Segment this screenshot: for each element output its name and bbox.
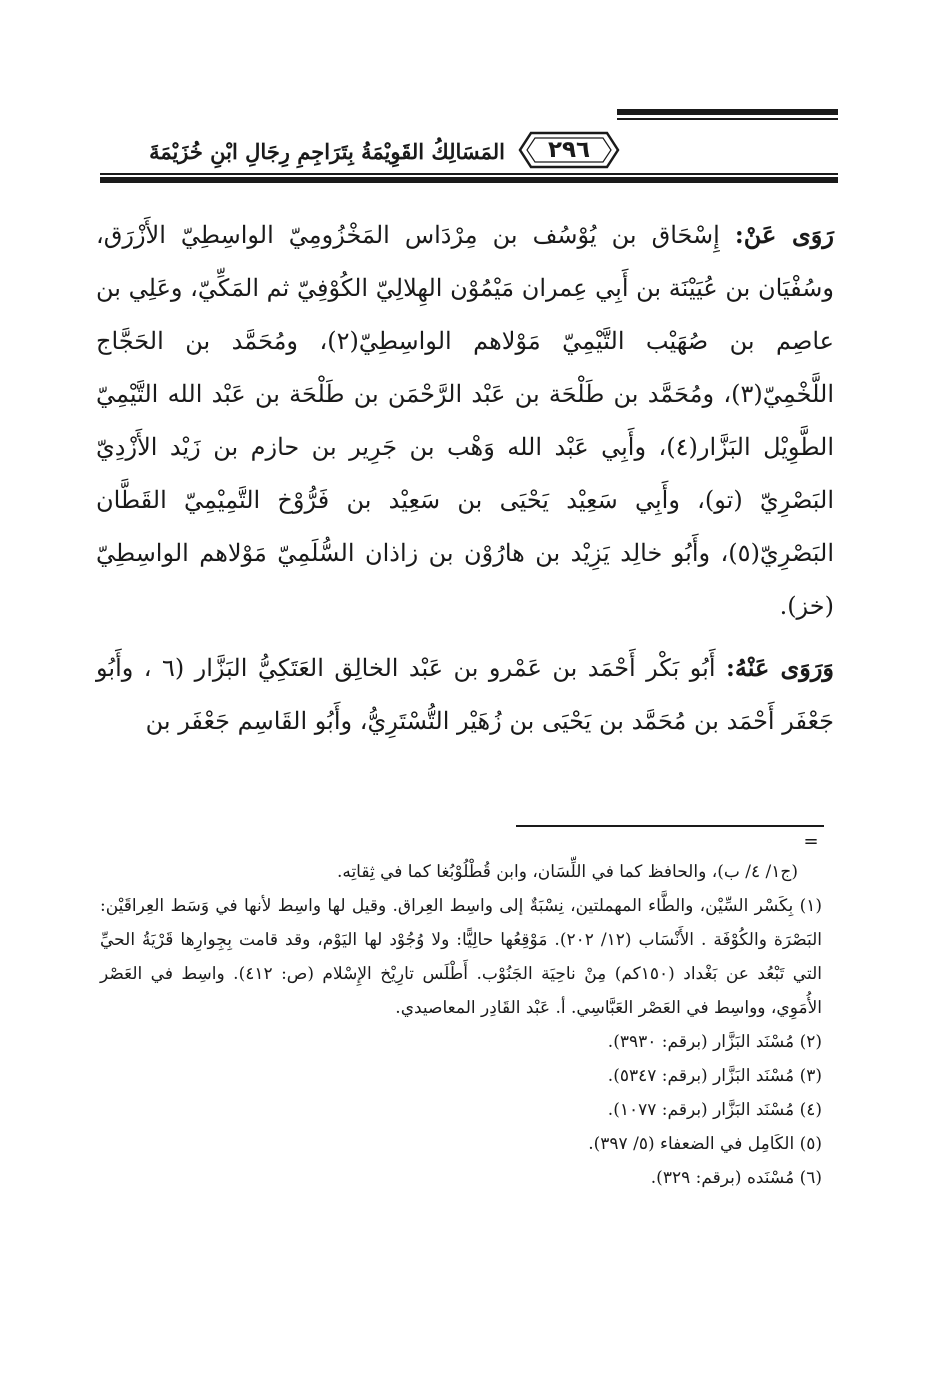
main-text xyxy=(96,208,834,748)
book-title: المَسَالِكُ القَوِيْمَةُ بِتَرَاجِمِ رِجَالِ ابْنِ خُزَيْمَةَ xyxy=(149,139,505,164)
page-number: ٢٩٦ xyxy=(547,137,591,163)
narrated-from-text: إِسْحَاق بن يُوْسُف بن مِرْدَاس المَخْزُومِيّ الواسِطِيّ الأَزْرَق، وسُفْيَان بن عُيَيْنَة بن أَبِي عِمران مَيْمُوْن الهِلالِيّ الكُوْفِيّ ثم المَكِّيّ، وعَلِي بن عاصِم بن صُهَيْب التَّيْمِيّ مَوْلاهم الواسِطِيّ(٢)، ومُحَمَّد بن الحَجَّاج اللَّخْمِيّ(٣)، ومُحَمَّد بن طَلْحَة بن عَبْد الرَّحْمَن بن طَلْحَة بن عَبْد الله التَّيْمِيّ الطَّوِيْل البَزَّار(٤)، وأَبِي عَبْد الله وَهْب بن جَرِير بن حازم بن زَيْد الأَزْدِيّ البَصْرِيّ (تو)، وأَبِي سَعِيْد يَحْيَى بن سَعِيْد بن فَرُّوْخ التَّمِيْمِيّ القَطَّان البَصْرِيّ(٥)، وأَبُو خالِد يَزِيْد بن هارُوْن بن زاذان السُّلَمِيّ مَوْلاهم الواسِطِيّ (خز). xyxy=(96,221,835,620)
footnote-6: (٦) مُسْنَده (برقم: ٣٢٩). xyxy=(650,1168,822,1188)
page-number-frame xyxy=(517,130,621,170)
narrated-from-heading: رَوَى عَنْ: xyxy=(734,220,834,249)
narrated-by-text: أَبُو بَكْر أَحْمَد بن عَمْرو بن عَبْد الخالِق العَتَكِيُّ البَزَّار (٦ ، وأَبُو جَعْفَر أَحْمَد بن مُحَمَّد بن يَحْيَى بن زُهَيْر التُّسْتَرِيُّ، وأَبُو القَاسِم جَعْفَر بن xyxy=(96,654,834,735)
footnote-4: (٤) مُسْنَد البَزَّار (برقم: ١٠٧٧). xyxy=(607,1100,822,1120)
footnote-3: (٣) مُسْنَد البَزَّار (برقم: ٥٣٤٧). xyxy=(607,1066,822,1086)
footnote-1: (١) بِكَسْر السِّيْن، والطَّاء المهملتين، نِسْبَةٌ إلى واسِط العِراق. وقيل لها واسِط لأنها في وَسَط العِراقَيْن: البَصْرَة والكُوْفَة . الأَنْسَاب (١٢/ ٢٠٢). مَوْقِعُها حالِيًّا: ولا وُجُوْد لها اليَوْم، وقد قامت بِجِوارِها قَرْيَةُ الحيِّ التي تَبْعُد عن بَغْداد (١٥٠كم) مِنْ ناحِيَة الجَنُوْب. أَطْلَس تارِيْخ الإِسْلام (ص: ٤١٢). واسِط في العَصْر الأُمَوِي، وواسِط في العَصْر العَبَّاسِي. أ. عَبْد القَادِر المعاصيدي. xyxy=(100,896,823,1018)
footnote-separator xyxy=(516,825,824,827)
footnote-2: (٢) مُسْنَد البَزَّار (برقم: ٣٩٣٠). xyxy=(607,1032,822,1052)
header-bottom-rule xyxy=(100,173,838,175)
page-header xyxy=(100,100,838,190)
header-bottom-rule-thick xyxy=(100,177,838,183)
footnote-5: (٥) الكَامِل في الضعفاء (٥/ ٣٩٧). xyxy=(588,1134,822,1154)
footnote-continuation-mark: = xyxy=(803,831,819,852)
header-top-rule xyxy=(617,109,838,115)
narrated-by-heading: وَرَوَى عَنْهُ: xyxy=(725,653,834,682)
footnotes xyxy=(100,855,822,1195)
footnote-continued: (ج١/ ٤/ ب)، والحافظ كما في اللِّسَان، وابن قُطْلُوْبُغا كما في ثِقاتِه. xyxy=(336,862,798,882)
narrated-by-paragraph xyxy=(96,641,834,748)
header-top-rule-thin xyxy=(617,118,838,120)
narrated-from-paragraph xyxy=(96,208,834,633)
